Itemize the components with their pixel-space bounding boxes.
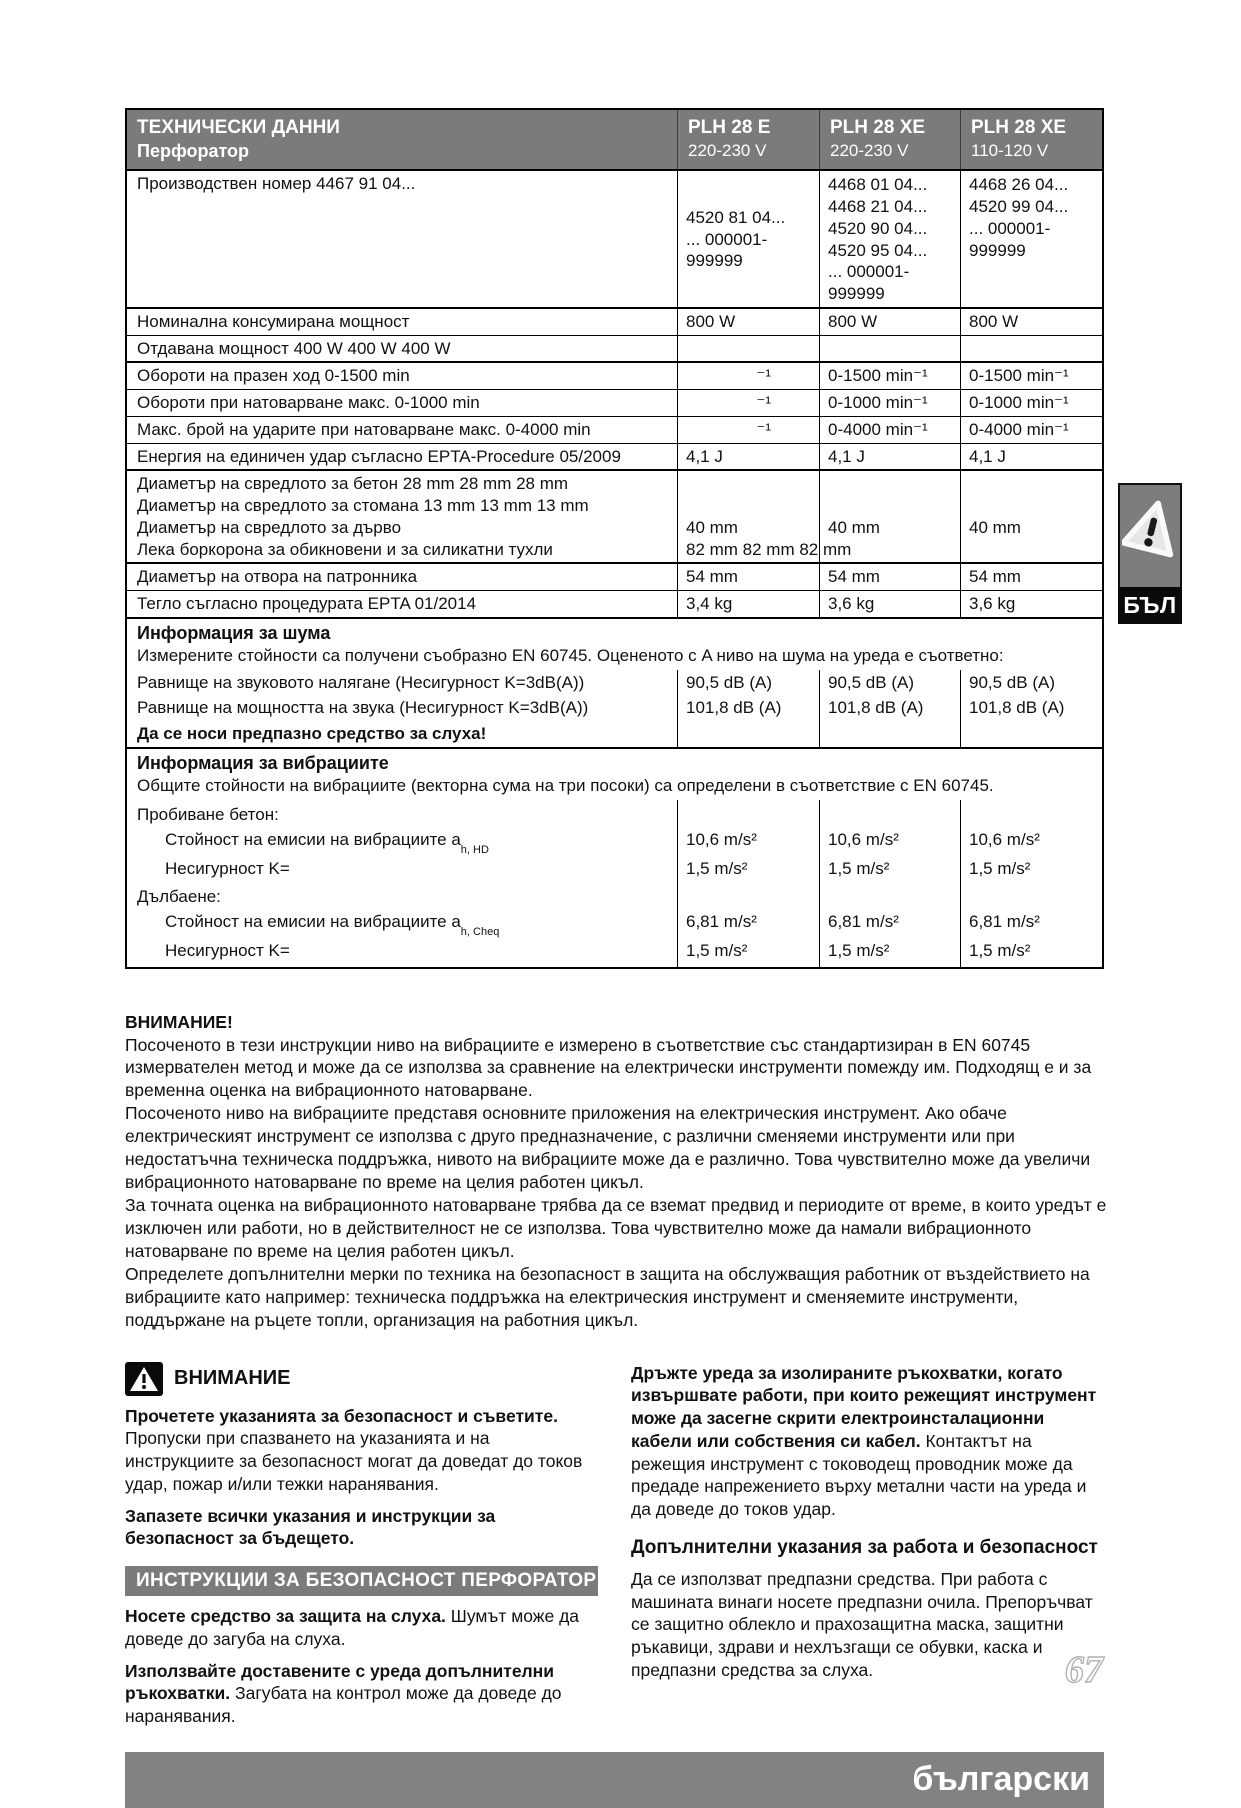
table-row-production-number [127, 169, 1102, 307]
row-value: 40 mm 82 mm 82 mm 82 mm [677, 471, 819, 562]
table-row-impact-rate: Макс. брой на ударите при натоварване макс. 0-4000 min ⁻¹ 0-4000 min⁻¹ 0-4000 min⁻¹ [127, 416, 1102, 443]
safety-right-column [631, 1362, 1104, 1728]
language-label: български [912, 1760, 1090, 1799]
vibration-heading: Информация за вибрациите [137, 752, 389, 773]
row-value: 4468 26 04... 4520 99 04... ... 000001-999999 [960, 171, 1102, 307]
noise-info-block [127, 617, 1102, 747]
vibration-uncertainty-row: Несигурност K= 1,5 m/s² 1,5 m/s² 1,5 m/s² [127, 938, 1102, 967]
row-value: 4520 81 04... ... 000001-999999 [677, 171, 819, 307]
model-column-header: PLH 28 XE 220-230 V [819, 110, 960, 169]
language-side-tab [1118, 483, 1182, 624]
tab-language-label: БЪЛ [1118, 587, 1182, 624]
table-title: ТЕХНИЧЕСКИ ДАННИ [137, 117, 340, 138]
hearing-protection-text: Носете средство за защита на слуха. Шумът може да доведе до загуба на слуха. [125, 1606, 580, 1649]
safety-instructions-banner: ИНСТРУКЦИИ ЗА БЕЗОПАСНОСТ ПЕРФОРАТОР [125, 1566, 598, 1596]
attention-heading: ВНИМАНИЕ [125, 1362, 598, 1396]
protective-equipment-text: Да се използват предпазни средства. При работа с машината винаги носете предпазни очила. Препоръчват се защитно облекло и прахозащитна маска, защитни ръкавици, здрави и нехлъзгащи се обувки, каска и предпазни средства за слуха. [631, 1568, 1093, 1680]
vibration-intro: Общите стойности на вибрациите (векторна сума на три посоки) са определени в съответствие с EN 60745. [137, 775, 994, 795]
vibration-group-title-row: Дълбаене: [127, 882, 1102, 910]
vibration-group-title-row: Пробиване бетон: [127, 800, 1102, 828]
table-header-row [127, 110, 1102, 169]
warning-title: ВНИМАНИЕ! [125, 1011, 233, 1032]
subscript: h, HD [460, 843, 489, 856]
noise-intro: Измерените стойности са получени съобразно EN 60745. Оцененото с A ниво на шума на уреда е съответно: [137, 645, 1004, 665]
auxiliary-handles-text: Използвайте доставените с уреда допълнителни ръкохватки. Загубата на контрол може да доведе до наранявания. [125, 1660, 562, 1726]
table-row-load-speed: Обороти при натоварване макс. 0-1000 min ⁻¹ 0-1000 min⁻¹ 0-1000 min⁻¹ [127, 389, 1102, 416]
row-label: Производствен номер 4467 91 04... [137, 174, 416, 194]
noise-heading: Информация за шума [137, 622, 331, 643]
vibration-emission-row: Стойност на емисии на вибрациите $a_{h, Cheq}$ 6,81 m/s² 6,81 m/s² 6,81 m/s² [127, 909, 1102, 937]
language-footer-bar [125, 1752, 1104, 1808]
table-row-weight: Тегло съгласно процедурата EPTA 01/2014 3,4 kg 3,6 kg 3,6 kg [127, 590, 1102, 617]
keep-instructions-text: Запазете всички указания и инструкции за безопасност за бъдещето. [125, 1505, 496, 1549]
vibration-warning-section [125, 1011, 1120, 1332]
insulated-grips-text: Дръжте уреда за изолираните ръкохватки, когато извършвате работи, при които режещият инструмент може да засегне скрити електроинсталационни кабели или собствения си кабел. Контактът на режещия инструмент с тоководещ проводник може да предаде напрежението върху метални части на уреда и да доведе до токов удар. [631, 1362, 1097, 1519]
table-row-drill-diameters [127, 469, 1102, 562]
row-value: 40 mm [960, 471, 1102, 562]
row-value: 40 mm [819, 471, 960, 562]
additional-instructions-heading: Допълнителни указания за работа и безопасност [631, 1536, 1098, 1558]
row-value: 4468 01 04... 4468 21 04... 4520 90 04... 4520 95 04... ... 000001-999999 [819, 171, 960, 307]
noise-warning-row: Да се носи предпазно средство за слуха! [127, 721, 1102, 747]
table-row-rated-input: Номинална консумирана мощност 800 W 800 W 800 W [127, 307, 1102, 335]
table-row-chuck-neck: Диаметър на отвора на патронника 54 mm 54 mm 54 mm [127, 562, 1102, 590]
tab-warning-icon [1118, 483, 1182, 587]
warning-paragraph: Посоченото в тези инструкции ниво на вибрациите е измерено в съответствие със стандартизиран в EN 60745 измервателен метод и може да се използва за сравнение на електрически инструменти помежду им. Подходящ е и за временна оценка на вибрационното натоварване. [125, 1034, 1092, 1101]
technical-data-table [125, 108, 1104, 969]
noise-row-pressure: Равнище на звуковото налягане (Несигурност K=3dB(A)) 90,5 dB (A) 90,5 dB (A) 90,5 dB (A) [127, 670, 1102, 696]
page-number: 67 [1065, 1649, 1103, 1691]
vibration-emission-row: Стойност на емисии на вибрациите $a_{h, HD}$ 10,6 m/s² 10,6 m/s² 10,6 m/s² [127, 827, 1102, 855]
read-instructions-text: Прочетете указанията за безопасност и съветите. Пропуски при спазването на указанията и на инструкциите за безопасност могат да доведат до токов удар, пожар и/или тежки наранявания. [125, 1405, 583, 1494]
warning-triangle-icon [125, 1362, 163, 1396]
table-title-cell [127, 110, 677, 169]
vibration-info-block [127, 747, 1102, 967]
table-subtitle: Перфоратор [137, 141, 250, 162]
row-label: Диаметър на свредлото за бетон 28 mm 28 mm 28 mm Диаметър на свредлото за стомана 13 mm 13 mm 13 mm Диаметър на свредлото за дърво Лека боркорона за обикновени и за силикатни тухли [137, 474, 589, 559]
vibration-uncertainty-row: Несигурност K= 1,5 m/s² 1,5 m/s² 1,5 m/s² [127, 856, 1102, 882]
table-row-impact-energy: Енергия на единичен удар съгласно EPTA-Procedure 05/2009 4,1 J 4,1 J 4,1 J [127, 443, 1102, 470]
model-column-header: PLH 28 E 220-230 V [677, 110, 819, 169]
warning-paragraph: Определете допълнителни мерки по техника на безопасност в защита на обслужващия работник от въздействието на вибрациите като например: техническа поддръжка на електрическия инструмент и сменяемите инструменти, поддържане на ръцете топли, организация на работния цикъл. [125, 1263, 1090, 1330]
table-row-output-power: Отдавана мощност 400 W 400 W 400 W [127, 335, 1102, 362]
table-row-no-load-speed: Обороти на празен ход 0-1500 min ⁻¹ 0-1500 min⁻¹ 0-1500 min⁻¹ [127, 361, 1102, 389]
noise-row-power: Равнище на мощността на звука (Несигурност K=3dB(A)) 101,8 dB (A) 101,8 dB (A) 101,8 dB (A) [127, 695, 1102, 721]
subscript: h, Cheq [460, 925, 500, 938]
warning-paragraph: Посоченото ниво на вибрациите представя основните приложения на електрическия инструмент. Ако обаче електрическият инструмент се използва с друго предназначение, с различни сменяеми инструменти или при недостатъчна техническа поддръжка, нивото на вибрациите може да е различно. Това чувствително може да увеличи вибрационното натоварване по време на целия работен цикъл. [125, 1103, 1091, 1193]
warning-paragraph: За точната оценка на вибрационното натоварване трябва да се вземат предвид и периодите от време, в които уредът е изключен или работи, но в действителност не се използва. Това чувствително може да намали вибрационното натоварване по време на целия работен цикъл. [125, 1194, 1107, 1261]
safety-left-column [125, 1362, 598, 1728]
model-column-header: PLH 28 XE 110-120 V [960, 110, 1102, 169]
